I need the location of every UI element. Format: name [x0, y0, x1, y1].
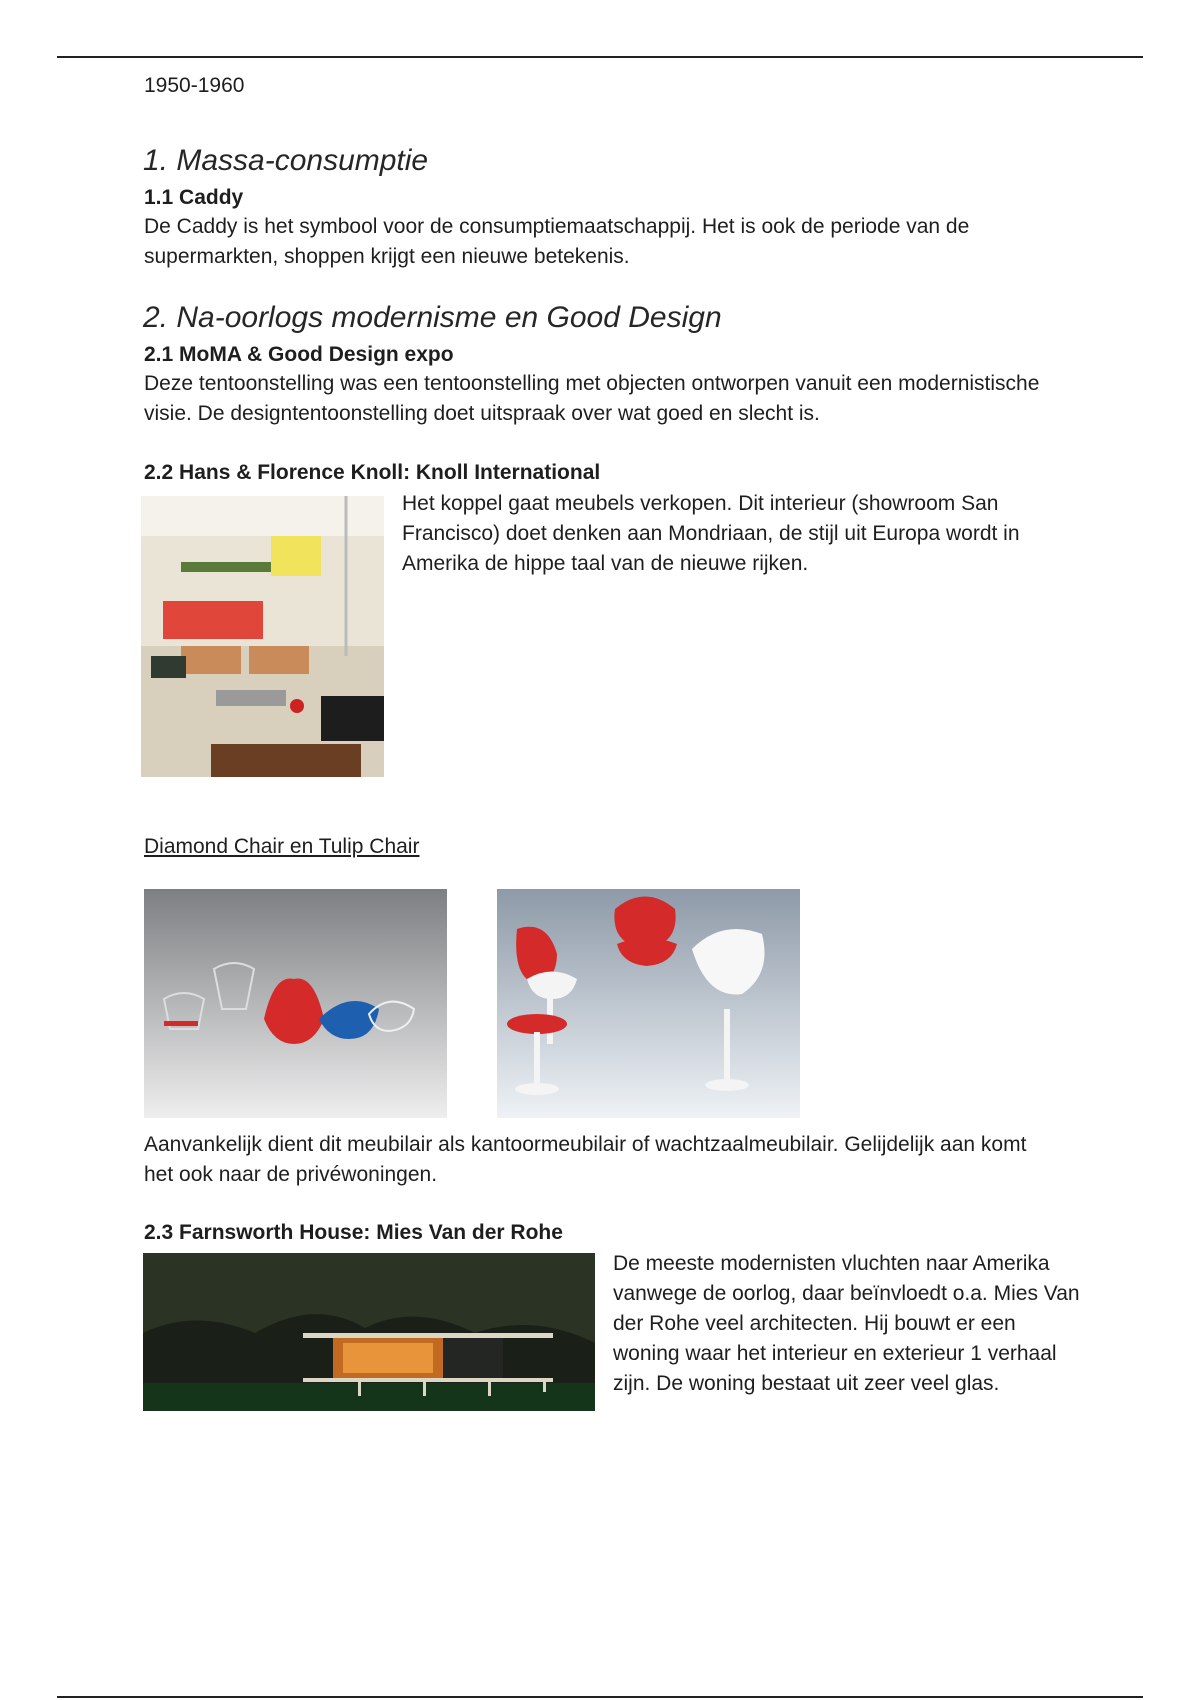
section-1-title: 1. Massa-consumptie [143, 144, 429, 177]
diamond-chair-image [144, 889, 447, 1118]
moma-heading: 2.1 MoMA & Good Design expo [144, 343, 454, 366]
bottom-rule [57, 1696, 1143, 1698]
period-label: 1950-1960 [144, 74, 245, 97]
farnsworth-heading: 2.3 Farnsworth House: Mies Van der Rohe [144, 1221, 563, 1244]
tulip-chair-image [497, 889, 800, 1118]
moma-text: Deze tentoonstelling was een tentoonstelling met objecten ontworpen vanuit een modernistische visie. De designtentoonstelling doet uitspraak over wat goed en slecht is. [144, 372, 1040, 425]
chairs-title: Diamond Chair en Tulip Chair [144, 835, 420, 858]
caddy-text: De Caddy is het symbool voor de consumptiemaatschappij. Het is ook de periode van de supermarkten, shoppen krijgt een nieuwe betekenis. [144, 215, 970, 268]
farnsworth-text: De meeste modernisten vluchten naar Amerika vanwege de oorlog, daar beïnvloedt o.a. Mies Van der Rohe veel architecten. Hij bouwt er een woning waar het interieur en exterieur 1 verhaal zijn. De woning bestaat uit zeer veel glas. [613, 1252, 1080, 1395]
section-2-title: 2. Na-oorlogs modernisme en Good Design [143, 301, 722, 334]
chairs-text: Aanvankelijk dient dit meubilair als kantoormeubilair of wachtzaalmeubilair. Gelijdelijk aan komt het ook naar de privéwoningen. [144, 1133, 1027, 1186]
knoll-showroom-image [141, 496, 384, 777]
top-rule [57, 56, 1143, 58]
knoll-heading: 2.2 Hans & Florence Knoll: Knoll International [144, 461, 601, 484]
knoll-text: Het koppel gaat meubels verkopen. Dit interieur (showroom San Francisco) doet denken aan Mondriaan, de stijl uit Europa wordt in Amerika de hippe taal van de nieuwe rijken. [402, 492, 1020, 575]
farnsworth-house-image [143, 1253, 595, 1411]
caddy-heading: 1.1 Caddy [144, 186, 244, 209]
